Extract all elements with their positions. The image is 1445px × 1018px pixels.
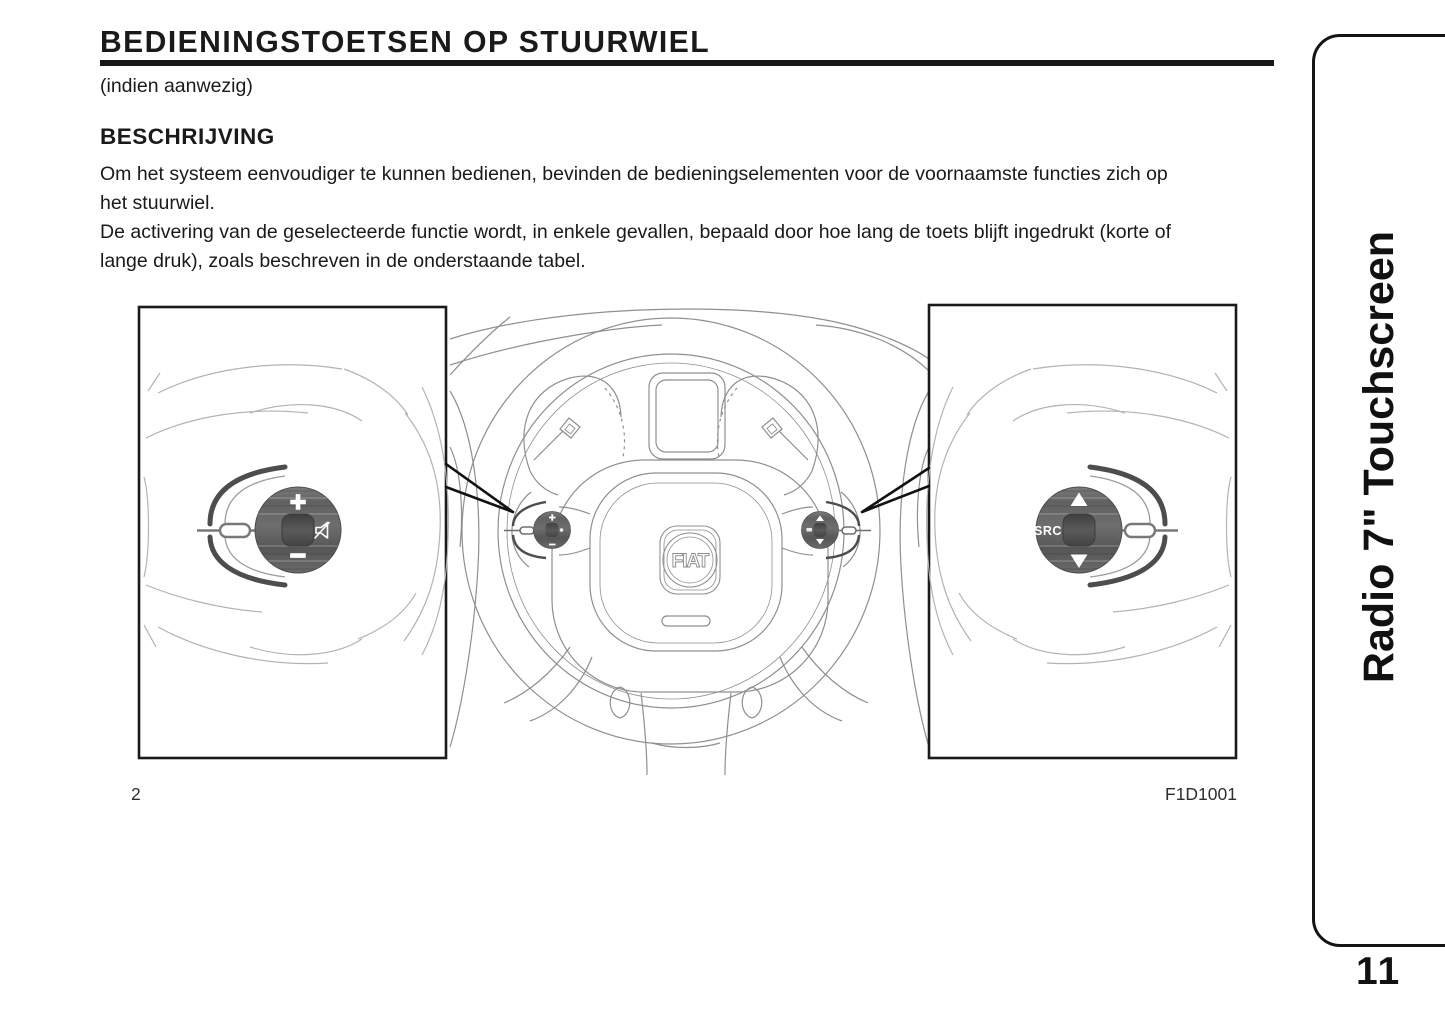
description-paragraph-2 (100, 218, 1171, 275)
paragraph-line: lange druk), zoals beschreven in de onderstaande tabel. (100, 249, 586, 272)
chapter-tab (1312, 34, 1445, 947)
chapter-title: Radio 7" Touchscreen (1355, 231, 1403, 684)
page-title: BEDIENINGSTOETSEN OP STUURWIEL (100, 24, 711, 59)
description-paragraph-1 (100, 160, 1168, 217)
title-rule (100, 60, 1274, 66)
fiat-logo-text: FIAT (671, 551, 709, 572)
paragraph-line: De activering van de geselecteerde functie wordt, in enkele gevallen, bepaald door hoe lang de toets blijft ingedrukt (korte of (100, 221, 1172, 243)
section-heading: BESCHRIJVING (100, 124, 275, 149)
left-control-callout (139, 307, 448, 758)
volume-up-label: + (289, 486, 307, 517)
availability-note: (indien aanwezig) (100, 75, 253, 97)
paragraph-line: het stuurwiel. (100, 191, 215, 214)
paragraph-line: Om het systeem eenvoudiger te kunnen bedienen, bevinden de bedieningselementen voor de voornaamste functies zich op (100, 163, 1168, 185)
volume-down-label: − (289, 540, 307, 571)
source-pod-center-button (1063, 514, 1095, 546)
source-button-label: SRC (1034, 524, 1062, 538)
right-control-callout (927, 305, 1236, 758)
wheel-left-volume-control (504, 502, 571, 558)
fiat-logo (660, 526, 720, 594)
wheel-right-source-control (802, 502, 872, 558)
steering-wheel-illustration (100, 295, 1260, 775)
figure-index-label: 2 (131, 784, 141, 804)
right-stalk-pill (1125, 524, 1155, 537)
figure-code-label: F1D1001 (1165, 784, 1237, 804)
page-number: 11 (1356, 950, 1402, 993)
left-stalk-pill (220, 524, 250, 537)
